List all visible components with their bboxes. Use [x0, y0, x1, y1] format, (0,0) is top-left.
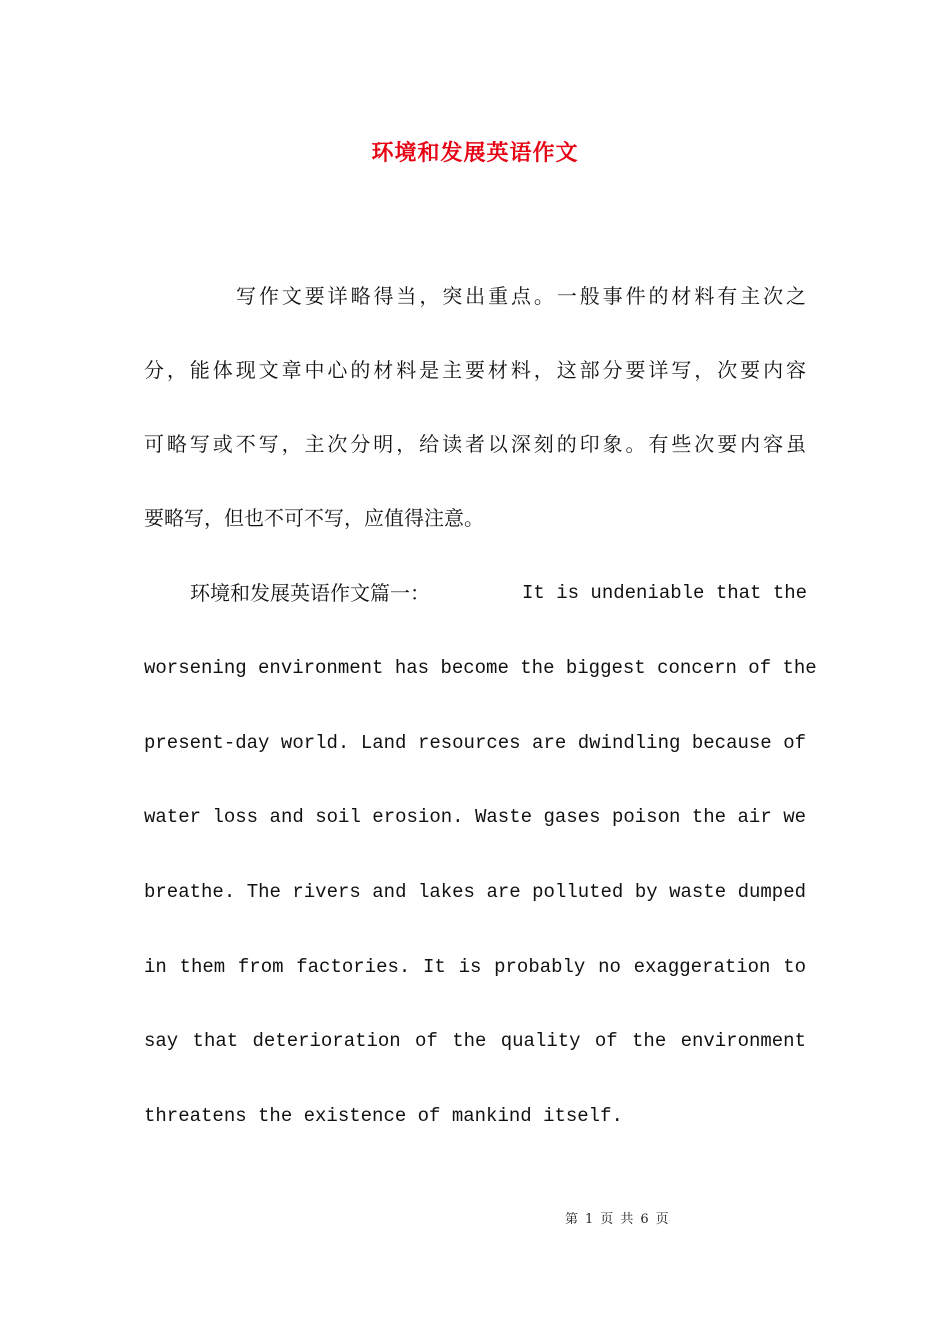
document-title: 环境和发展英语作文	[371, 140, 579, 166]
essay-heading: 环境和发展英语作文篇一：	[190, 581, 430, 605]
footer-total-pages: 6	[640, 1212, 649, 1227]
essay-line-2: worsening environment has become the biggest concern of the	[144, 657, 817, 679]
footer-page-word: 页	[600, 1212, 614, 1227]
footer-prefix: 第	[565, 1212, 579, 1227]
essay-line-3: present-day world. Land resources are dwindling because of	[144, 732, 806, 754]
page-footer	[565, 1208, 676, 1227]
footer-total-word: 共	[620, 1212, 634, 1227]
footer-suffix: 页	[655, 1212, 669, 1227]
intro-line-1: 写作文要详略得当，突出重点。一般事件的材料有主次之	[236, 284, 806, 308]
footer-current-page: 1	[585, 1212, 594, 1227]
intro-line-4: 要略写，但也不可不写，应值得注意。	[144, 506, 484, 530]
essay-line-6: in them from factories. It is probably no exaggeration to	[144, 956, 806, 978]
essay-line-8: threatens the existence of mankind itself.	[144, 1105, 623, 1127]
essay-line-5: breathe. The rivers and lakes are polluted by waste dumped	[144, 881, 806, 903]
intro-line-3: 可略写或不写，主次分明，给读者以深刻的印象。有些次要内容虽	[144, 432, 806, 456]
essay-line-7: say that deterioration of the quality of the environment	[144, 1030, 806, 1052]
intro-line-2: 分，能体现文章中心的材料是主要材料，这部分要详写，次要内容	[144, 358, 806, 382]
essay-line-4: water loss and soil erosion. Waste gases poison the air we	[144, 806, 806, 828]
essay-line-1: It is undeniable that the	[522, 582, 808, 604]
